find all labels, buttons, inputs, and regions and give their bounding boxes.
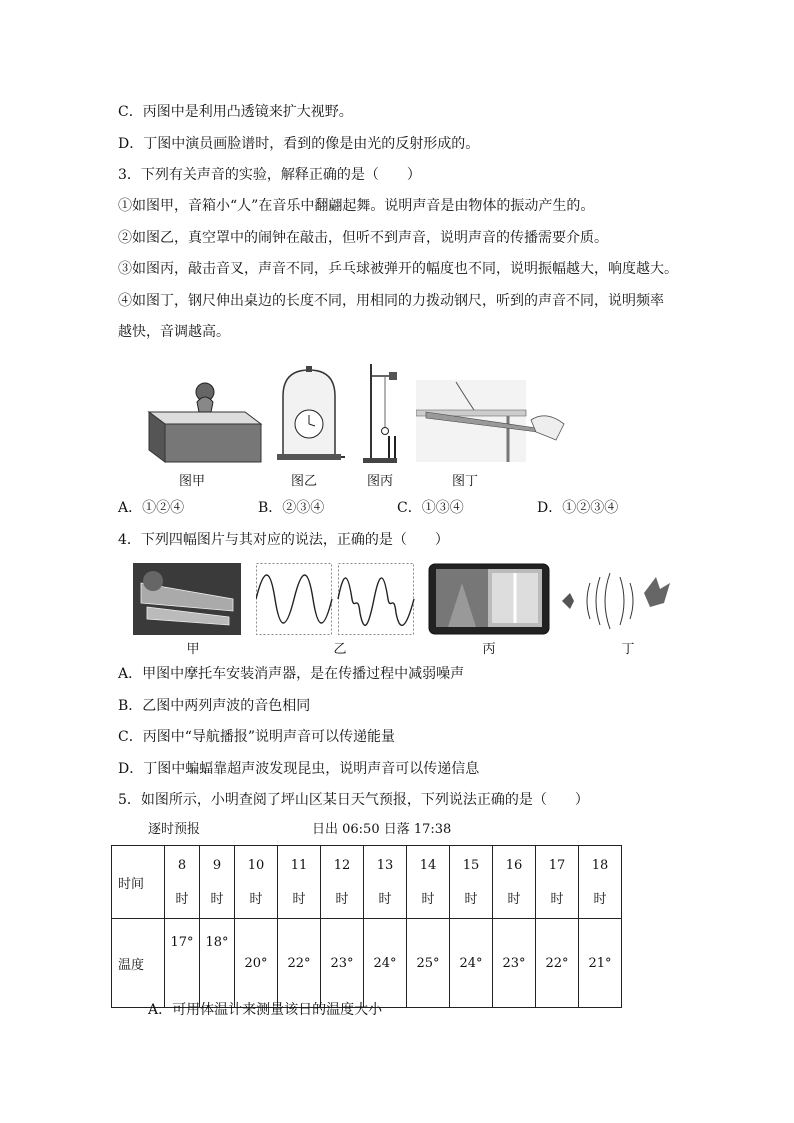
- table-row-temperature: [112, 919, 622, 1008]
- q3-statement-3: ③如图丙，敲击音叉，声音不同，乒乓球被弹开的幅度也不同，说明振幅越大，响度越大。: [118, 261, 678, 277]
- figure-jia-caption-q4: 甲: [186, 642, 200, 657]
- table-row-time: [112, 846, 622, 919]
- temperature-header: 温度: [112, 919, 165, 1008]
- q2-option-d: D．丁图中演员画脸谱时，看到的像是由光的反射形成的。: [118, 136, 480, 152]
- figure-jia-speaker: [145, 372, 265, 464]
- figure-yi-sound-waves: [256, 563, 416, 635]
- figure-ding-caption-q4: 丁: [621, 642, 635, 657]
- q3-statement-4-cont: 越快，音调越高。: [118, 324, 230, 340]
- temp-cell: 22°: [536, 919, 579, 1008]
- temp-cell: 24°: [364, 919, 407, 1008]
- sunrise-sunset-label: 日出 06:50 日落 17:38: [312, 822, 452, 837]
- q3-option-c: C．①③④: [397, 500, 464, 516]
- temp-cell: 25°: [407, 919, 450, 1008]
- temp-cell: 17°: [165, 919, 200, 1008]
- hour-cell: 18 时: [579, 846, 622, 919]
- figure-yi-caption: 图乙: [290, 474, 317, 489]
- temp-cell: 23°: [493, 919, 536, 1008]
- figure-bing-tuning-fork: [355, 358, 405, 464]
- q4-option-a: A．甲图中摩托车安装消声器，是在传播过程中减弱噪声: [118, 666, 465, 682]
- q3-statement-1: ①如图甲，音箱小“人”在音乐中翻翩起舞。说明声音是由物体的振动产生的。: [118, 198, 595, 214]
- figure-jia-caption: 图甲: [178, 474, 205, 489]
- hour-cell: 14 时: [407, 846, 450, 919]
- figure-bing-navigation: [428, 563, 550, 635]
- figure-bing-caption: 图丙: [366, 474, 393, 489]
- temp-cell: 22°: [278, 919, 321, 1008]
- q5-option-a: A．可用体温计来测量该日的温度大小: [148, 1002, 383, 1018]
- q3-stem: 3．下列有关声音的实验，解释正确的是（ ）: [118, 167, 421, 183]
- q4-option-c: C．丙图中“导航播报”说明声音可以传递能量: [118, 729, 396, 745]
- temp-cell: 21°: [579, 919, 622, 1008]
- temp-cell: 23°: [321, 919, 364, 1008]
- hour-cell: 16 时: [493, 846, 536, 919]
- figure-ding-steel-ruler: [416, 380, 566, 462]
- figure-jia-muffler: [133, 563, 241, 635]
- hour-cell: 17 时: [536, 846, 579, 919]
- hour-cell: 11 时: [278, 846, 321, 919]
- hour-cell: 15 时: [450, 846, 493, 919]
- forecast-label: 逐时预报: [148, 822, 201, 837]
- temp-cell: 24°: [450, 919, 493, 1008]
- q4-stem: 4．下列四幅图片与其对应的说法，正确的是（ ）: [118, 532, 449, 548]
- q3-option-b: B．②③④: [258, 500, 325, 516]
- figure-yi-caption-q4: 乙: [333, 642, 347, 657]
- time-header: 时间: [112, 846, 165, 919]
- hour-cell: 10 时: [235, 846, 278, 919]
- q2-option-c: C．丙图中是利用凸透镜来扩大视野。: [118, 104, 353, 120]
- q3-option-d: D．①②③④: [537, 500, 619, 516]
- q3-statement-2: ②如图乙，真空罩中的闹钟在敲击，但听不到声音，说明声音的传播需要介质。: [118, 230, 608, 246]
- hour-cell: 9 时: [200, 846, 235, 919]
- hour-cell: 12 时: [321, 846, 364, 919]
- hour-cell: 13 时: [364, 846, 407, 919]
- q5-stem: 5．如图所示，小明查阅了坪山区某日天气预报，下列说法正确的是（ ）: [118, 792, 589, 808]
- q4-option-b: B．乙图中两列声波的音色相同: [118, 698, 311, 714]
- temp-cell: 20°: [235, 919, 278, 1008]
- figure-yi-bell-jar: [273, 366, 345, 466]
- weather-table: [111, 845, 622, 1008]
- q3-statement-4: ④如图丁，钢尺伸出桌边的长度不同，用相同的力拨动钢尺，听到的声音不同，说明频率: [118, 293, 664, 309]
- figure-ding-bat-echolocation: [560, 563, 672, 635]
- q3-option-a: A．①②④: [118, 500, 185, 516]
- temp-cell: 18°: [200, 919, 235, 1008]
- q4-option-d: D．丁图中蝙蝠靠超声波发现昆虫，说明声音可以传递信息: [118, 761, 480, 777]
- hour-cell: 8 时: [165, 846, 200, 919]
- figure-bing-caption-q4: 丙: [482, 642, 496, 657]
- figure-ding-caption: 图丁: [451, 474, 478, 489]
